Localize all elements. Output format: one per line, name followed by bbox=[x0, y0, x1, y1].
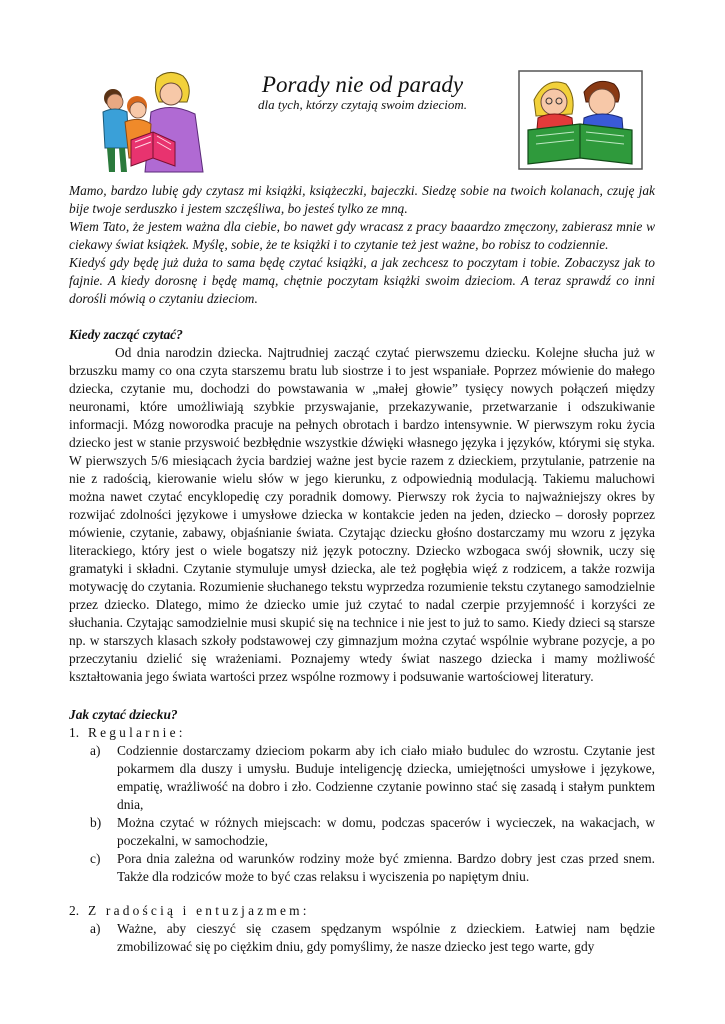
list-item bbox=[69, 902, 655, 956]
children-reading-book-illustration bbox=[518, 70, 643, 170]
page-title: Porady nie od parady bbox=[261, 72, 464, 97]
section-when-to-read bbox=[69, 326, 655, 686]
intro-text bbox=[69, 182, 655, 308]
sub-list-item bbox=[90, 850, 655, 886]
sub-list-text: Pora dnia zależna od warunków rodziny może być zmienna. Bardzo dobry jest czas przed snem. Także dla rodziców może to być czas relaksu i wyciszenia po napiętym dniu. bbox=[117, 851, 655, 884]
intro-paragraph: Wiem Tato, że jestem ważna dla ciebie, bo nawet gdy wracasz z pracy baaardzo zmęczony, zabierasz mnie w ciekawy świat książek. Myślę, sobie, że te książki i to czytanie też jest ważne, bo robisz to codziennie. bbox=[69, 219, 655, 252]
intro-paragraph: Kiedyś gdy będę już duża to sama będę czytać książki, a jak zechcesz to poczytam i tobie. Zobaczysz jak to fajnie. A kiedy dorosnę i będę mamą, chętnie poczytam książki swoim dzieciom. A teraz sprawdź co inni dorośli mówią o czytaniu dzieciom. bbox=[69, 255, 655, 306]
sub-list-text: Codziennie dostarczamy dzieciom pokarm aby ich ciało miało budulec do wzrostu. Czytanie jest pokarmem dla duszy i umysłu. Buduje inteligencję dziecka, umiejętności umysłowe i językowe, empatię, wrażliwość na dobro i zło. Codzienne czytanie powinno stać się zasadą i stałym punktem dnia, bbox=[117, 743, 655, 812]
sub-list-item bbox=[90, 814, 655, 850]
list-number: 1. bbox=[69, 725, 80, 740]
section-heading: Jak czytać dziecku? bbox=[69, 707, 178, 722]
list-item-heading: Z radością i entuzjazmem: bbox=[88, 903, 310, 918]
sub-list-text: Można czytać w różnych miejscach: w domu, podczas spacerów i wycieczek, na wakacjach, w poczekalni, w samochodzie, bbox=[117, 815, 655, 848]
sub-list-item bbox=[90, 742, 655, 814]
sub-list-item bbox=[90, 920, 655, 956]
sub-list-text: Ważne, aby cieszyć się czasem spędzanym wspólnie z dzieckiem. Łatwiej nam będzie zmobilizować się po ciężkim dniu, gdy pomyślimy, że nasze dziecko jest tego warte, gdy bbox=[117, 921, 655, 954]
document-body bbox=[69, 182, 655, 956]
sub-list-marker: a) bbox=[90, 921, 101, 936]
list-item bbox=[69, 724, 655, 886]
sub-list-marker: b) bbox=[90, 815, 102, 830]
list-item-heading: Regularnie: bbox=[88, 725, 186, 740]
intro-paragraph: Mamo, bardzo lubię gdy czytasz mi książki, książeczki, bajeczki. Siedzę sobie na twoich kolanach, czuję jak bije twoje serduszko i jestem szczęśliwa, bo jesteś tylko ze mną. bbox=[69, 183, 655, 216]
sub-list bbox=[88, 742, 655, 886]
section-heading: Kiedy zacząć czytać? bbox=[69, 327, 183, 342]
section-paragraph: Od dnia narodzin dziecka. Najtrudniej zacząć czytać pierwszemu dziecku. Kolejne słucha już w brzuszku mamy co ona czyta starszemu bratu lub siostrze i to jest wspaniałe. Poprzez mówienie do małego dziecka, czytanie mu, dochodzi do powstawania w „małej głowie” tysięcy nowych połączeń między neuronami, które umożliwiają szybkie przyswajanie, przekazywanie, przetwarzanie i odszukiwanie informacji. Mózg noworodka pracuje na pełnych obrotach i bardzo intensywnie. W pierwszym roku życia dziecko jest w stanie przyswoić bezbłędnie wszystkie dźwięki własnego języka i języków, którymi się styka. W pierwszych 5/6 miesiącach życia bardziej ważne jest bycie razem z dzieckiem, przytulanie, patrzenie na nie z radością, kierowanie wielu słów w jego kierunku, z odpowiednią modulacją. Takiemu maluchowi można nawet czytać encyklopedię czy poradnik domowy. Pierwszy rok życia to najważniejszy okres by rozwijać zdolności językowe i umysłowe dziecka w kontakcie jeden na jeden, dziecko – dorosły poprzez mówienie, czytanie, zabawy, objaśnianie świata. Czytając dziecku głośno dostarczamy mu wzoru z języka literackiego, który jest o wiele bogatszy niż język potoczny. Dziecko wzbogaca swój słownik, uczy się gramatyki i składni. Czytanie stymuluje umysł dziecka, ale też pogłębia więź z rodzicem, a także rozwija motywację do czytania. Rozumienie słuchanego tekstu wyprzedza rozumienie tekstu czytanego samodzielnie przez dziecko. Dlatego, mimo że dziecko umie już czytać to nadal czerpie przyjemność i korzyści ze słuchania. Czytając samodzielnie musi skupić się na technice i nie jest to już to samo. Kiedy dzieci są starsze np. w starszych klasach szkoły podstawowej czy gimnazjum można czytać wspólnie wybrane pozycje, a po przeczytaniu dzielić się wrażeniami. Poznajemy wtedy świat naszego dziecka i mamy możliwość kształtowania jego świata wartości przez wspólne rozmowy i podsuwanie wartościowej literatury. bbox=[69, 345, 655, 684]
sub-list-marker: c) bbox=[90, 851, 101, 866]
page-subtitle: dla tych, którzy czytają swoim dzieciom. bbox=[257, 97, 468, 112]
mother-reading-to-children-illustration bbox=[95, 68, 215, 180]
sub-list-marker: a) bbox=[90, 743, 101, 758]
section-how-to-read bbox=[69, 706, 655, 956]
numbered-list bbox=[69, 724, 655, 956]
list-number: 2. bbox=[69, 903, 80, 918]
sub-list bbox=[88, 920, 655, 956]
